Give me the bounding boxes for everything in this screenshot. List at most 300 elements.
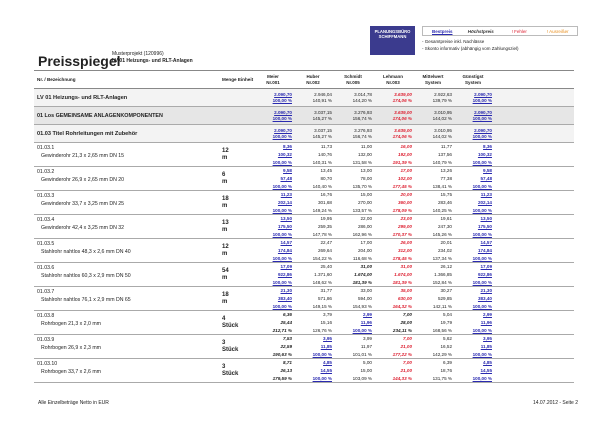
total-value: 2.090,70 [474, 128, 492, 134]
position-number: 01.03.2 [37, 169, 55, 175]
total-price: 21,00 [400, 343, 412, 349]
section-row [34, 89, 574, 107]
unit-price: 26,12 [440, 264, 452, 270]
position-text: Rohrbogen 21,3 x 2,0 mm [41, 321, 101, 327]
unit-price: 7,00 [403, 312, 412, 318]
price-cell [294, 359, 334, 382]
section-total-cell [294, 92, 334, 102]
section-total-cell [254, 128, 294, 138]
total-price: 15,16 [320, 319, 332, 325]
unit-price: 17,00 [360, 240, 372, 246]
position-number: 01.03.4 [37, 217, 55, 223]
price-cell [414, 191, 454, 214]
price-cell [374, 263, 414, 286]
percent: 170,37 % [392, 231, 412, 237]
percent: 100,00 % [472, 327, 492, 333]
total-price: 26,13 [280, 367, 292, 373]
position-text: Gewinderohr 21,3 x 2,65 mm DN 15 [41, 153, 125, 159]
percent: 181,39 % [392, 279, 412, 285]
unit-price: 13,45 [320, 168, 332, 174]
percent: 162,96 % [352, 231, 372, 237]
percent: 100,00 % [472, 159, 492, 165]
section-total-cell [414, 92, 454, 102]
header-bidder: Schmidt Nr.005 [344, 74, 362, 85]
legend-highest: Höchstpreis [467, 28, 494, 34]
total-percent: 174,06 % [392, 115, 412, 121]
percent: 177,22 % [392, 351, 412, 357]
footer-note: Alle Einzelbeträge Netto in EUR [38, 400, 109, 406]
table-row [34, 239, 574, 263]
position-desc [34, 311, 222, 334]
price-cell [414, 143, 454, 166]
total-percent: 100,00 % [272, 115, 292, 121]
unit-price: 11,23 [280, 192, 292, 198]
total-percent: 100,00 % [272, 97, 292, 103]
position-qty [222, 287, 254, 310]
section-total-cell [374, 92, 414, 102]
price-cell [454, 335, 494, 358]
qty-unit: m [222, 274, 228, 281]
price-cell [294, 311, 334, 334]
position-number: 01.03.5 [37, 241, 55, 247]
position-desc [34, 143, 222, 166]
unit-price: 26,00 [400, 240, 412, 246]
percent: 164,32 % [392, 303, 412, 309]
percent: 100,00 % [272, 303, 292, 309]
total-price: 286,00 [357, 223, 372, 229]
price-cell [454, 239, 494, 262]
header-qty: Menge Einheit [222, 77, 254, 82]
total-percent: 100,00 % [472, 97, 492, 103]
position-desc [34, 191, 222, 214]
qty-unit: Stück [222, 322, 239, 329]
percent: 179,59 % [272, 375, 292, 381]
unit-price: 21,30 [480, 288, 492, 294]
position-text: Gewinderohr 42,4 x 3,25 mm DN 32 [41, 225, 125, 231]
total-value: 3.276,93 [354, 128, 372, 134]
total-value: 2.946,04 [314, 92, 332, 98]
legend-outlier: ! Ausreißer [546, 28, 569, 34]
total-value: 3.037,15 [314, 110, 332, 116]
header-bidder: Lehmann Nr.003 [382, 74, 403, 85]
qty-value: 6 [222, 171, 226, 178]
price-cell [414, 167, 454, 190]
qty-unit: m [222, 154, 228, 161]
section-total-cell [334, 110, 374, 120]
total-price: 132,00 [357, 151, 372, 157]
position-number: 01.03.8 [37, 313, 55, 319]
unit-price: 3,95 [323, 336, 332, 342]
total-price: 1.674,00 [354, 271, 372, 277]
unit-price: 31,77 [320, 288, 332, 294]
price-cell [334, 167, 374, 190]
total-value: 2.090,70 [274, 110, 292, 116]
unit-price: 17,09 [480, 264, 492, 270]
unit-price: 25,40 [320, 264, 332, 270]
total-price: 299,00 [397, 223, 412, 229]
total-price: 1.366,85 [434, 271, 452, 277]
unit-price: 8,71 [283, 360, 292, 366]
section-total-cell [334, 128, 374, 138]
percent: 140,40 % [312, 183, 332, 189]
price-cell [454, 311, 494, 334]
total-price: 630,00 [397, 295, 412, 301]
unit-price: 3,99 [363, 336, 372, 342]
total-price: 360,00 [397, 199, 412, 205]
price-cell [374, 311, 414, 334]
qty-unit: m [222, 202, 228, 209]
price-cell [454, 167, 494, 190]
unit-price: 19,61 [440, 216, 452, 222]
percent: 140,79 % [432, 159, 452, 165]
position-qty [222, 359, 254, 382]
section-total-cell [414, 128, 454, 138]
price-cell [334, 359, 374, 382]
percent: 100,00 % [312, 375, 332, 381]
total-price: 301,68 [317, 199, 332, 205]
total-price: 202,14 [277, 199, 292, 205]
percent: 100,00 % [472, 231, 492, 237]
percent: 126,76 % [312, 327, 332, 333]
unit-price: 14,57 [480, 240, 492, 246]
qty-unit: Stück [222, 370, 239, 377]
position-number: 01.03.3 [37, 193, 55, 199]
total-price: 18,76 [440, 367, 452, 373]
position-qty [222, 215, 254, 238]
table-row [34, 359, 574, 383]
unit-price: 35,00 [400, 288, 412, 294]
total-price: 11,85 [320, 343, 332, 349]
total-price: 57,48 [480, 175, 492, 181]
percent: 234,11 % [392, 327, 412, 333]
total-value: 3.010,95 [434, 128, 452, 134]
table-row [34, 287, 574, 311]
table-row [34, 191, 574, 215]
unit-price: 11,77 [440, 144, 452, 150]
percent: 148,62 % [312, 279, 332, 285]
unit-price: 19,95 [320, 216, 332, 222]
table-row [34, 215, 574, 239]
total-price: 192,00 [397, 151, 412, 157]
percent: 154,22 % [312, 255, 332, 261]
total-price: 22,59 [280, 343, 292, 349]
unit-price: 5,04 [443, 312, 452, 318]
price-cell [374, 167, 414, 190]
price-cell [454, 215, 494, 238]
unit-price: 3,79 [323, 312, 332, 318]
unit-price: 16,00 [400, 144, 412, 150]
total-price: 202,14 [477, 199, 492, 205]
price-cell [454, 191, 494, 214]
price-cell [334, 215, 374, 238]
total-value: 3.014,78 [354, 92, 372, 98]
percent: 133,57 % [352, 207, 372, 213]
percent: 147,78 % [312, 231, 332, 237]
percent: 138,41 % [432, 183, 452, 189]
total-price: 16,52 [440, 343, 452, 349]
table-row [34, 143, 574, 167]
position-desc [34, 215, 222, 238]
position-qty [222, 143, 254, 166]
position-qty [222, 311, 254, 334]
total-value: 2.922,63 [434, 92, 452, 98]
percent: 137,34 % [432, 255, 452, 261]
total-value: 2.090,70 [274, 128, 292, 134]
price-comparison-page [28, 18, 584, 413]
percent: 100,00 % [272, 207, 292, 213]
unit-price: 31,00 [400, 264, 412, 270]
price-cell [254, 287, 294, 310]
percent: 100,00 % [312, 351, 332, 357]
total-percent: 145,27 % [312, 115, 332, 121]
total-percent: 174,06 % [392, 97, 412, 103]
percent: 100,00 % [472, 183, 492, 189]
total-percent: 144,02 % [432, 133, 452, 139]
header-desc: Nr. / Bezeichnung [37, 77, 76, 82]
qty-unit: m [222, 178, 228, 185]
total-price: 100,32 [477, 151, 492, 157]
position-qty [222, 191, 254, 214]
total-price: 102,00 [397, 175, 412, 181]
qty-unit: m [222, 298, 228, 305]
percent: 100,00 % [272, 255, 292, 261]
percent: 152,84 % [432, 279, 452, 285]
company-logo: PLANUNGSBÜRO SCHIFFMANN [370, 26, 415, 55]
unit-price: 13,50 [280, 216, 292, 222]
qty-value: 18 [222, 291, 229, 298]
percent: 149,15 % [312, 303, 332, 309]
unit-price: 7,53 [283, 336, 292, 342]
total-price: 11,96 [480, 319, 492, 325]
legend-note-2: - Skonto informativ (abhängig vom Zahlungsziel) [422, 46, 519, 51]
section-label: LV 01 Heizungs- und RLT-Anlagen [37, 94, 128, 101]
unit-price: 7,00 [403, 336, 412, 342]
price-cell [454, 143, 494, 166]
total-value: 3.010,95 [434, 110, 452, 116]
price-cell [294, 191, 334, 214]
project-lv: LV 01 Heizungs- und RLT-Anlagen [112, 58, 193, 64]
unit-price: 20,00 [400, 192, 412, 198]
total-price: 175,50 [477, 223, 492, 229]
legend-note-1: - Gesamtpreise inkl. Nachlässe [422, 39, 485, 44]
position-text: Gewinderohr 33,7 x 3,25 mm DN 25 [41, 201, 125, 207]
page-footer [38, 400, 578, 406]
position-desc [34, 167, 222, 190]
unit-price: 33,00 [360, 288, 372, 294]
unit-price: 8,36 [483, 144, 492, 150]
total-price: 922,86 [277, 271, 292, 277]
position-number: 01.03.7 [37, 289, 55, 295]
total-percent: 139,79 % [432, 97, 452, 103]
percent: 142,29 % [432, 351, 452, 357]
legend-error: ! Fehler [511, 28, 527, 34]
total-price: 100,32 [277, 151, 292, 157]
table-row [34, 263, 574, 287]
price-cell [254, 143, 294, 166]
price-cell [414, 335, 454, 358]
table-header [34, 70, 574, 89]
project-name: Musterprojekt (120996) [112, 51, 164, 57]
percent: 100,00 % [472, 303, 492, 309]
percent: 142,11 % [432, 303, 452, 309]
price-cell [294, 215, 334, 238]
qty-value: 18 [222, 195, 229, 202]
qty-value: 54 [222, 267, 229, 274]
price-cell [414, 263, 454, 286]
total-value: 2.090,70 [474, 110, 492, 116]
percent: 190,63 % [272, 351, 292, 357]
unit-price: 31,00 [360, 264, 372, 270]
section-total-cell [374, 110, 414, 120]
position-rows [34, 143, 574, 383]
footer-page: 14.07.2012 - Seite 2 [532, 400, 578, 406]
price-cell [334, 239, 374, 262]
price-cell [254, 335, 294, 358]
percent: 168,56 % [432, 327, 452, 333]
total-price: 571,86 [317, 295, 332, 301]
qty-unit: m [222, 250, 228, 257]
total-value: 3.639,00 [394, 128, 412, 134]
total-price: 594,00 [357, 295, 372, 301]
percent: 140,25 % [432, 207, 452, 213]
price-cell [414, 287, 454, 310]
total-price: 1.674,00 [394, 271, 412, 277]
qty-value: 12 [222, 243, 229, 250]
total-value: 3.639,00 [394, 92, 412, 98]
total-price: 174,84 [277, 247, 292, 253]
unit-price: 20,01 [440, 240, 452, 246]
position-desc [34, 263, 222, 286]
price-cell [374, 239, 414, 262]
unit-price: 2,99 [363, 312, 372, 318]
table-row [34, 167, 574, 191]
price-cell [374, 287, 414, 310]
section-label: 01.03 Titel Rohrleitungen mit Zubehör [37, 130, 138, 137]
total-price: 11,96 [360, 319, 372, 325]
unit-price: 4,85 [323, 360, 332, 366]
price-cell [294, 263, 334, 286]
qty-unit: m [222, 226, 228, 233]
total-percent: 174,06 % [392, 133, 412, 139]
percent: 100,00 % [272, 279, 292, 285]
total-price: 21,00 [400, 367, 412, 373]
unit-price: 16,76 [320, 192, 332, 198]
section-label: 01 Los GEMEINSAME ANLAGENKOMPONENTEN [37, 112, 163, 119]
price-cell [374, 335, 414, 358]
price-cell [294, 167, 334, 190]
page-title: Preisspiegel [38, 53, 121, 69]
total-price: 77,38 [440, 175, 452, 181]
total-price: 14,55 [320, 367, 332, 373]
percent: 103,09 % [352, 375, 372, 381]
table-row [34, 335, 574, 359]
unit-price: 14,57 [280, 240, 292, 246]
unit-price: 9,58 [283, 168, 292, 174]
price-cell [254, 311, 294, 334]
section-total-cell [454, 92, 494, 102]
percent: 100,00 % [272, 159, 292, 165]
price-cell [294, 287, 334, 310]
unit-price: 6,39 [443, 360, 452, 366]
unit-price: 6,36 [283, 312, 292, 318]
total-percent: 144,20 % [352, 97, 372, 103]
total-price: 19,79 [440, 319, 452, 325]
qty-value: 13 [222, 219, 229, 226]
price-cell [414, 239, 454, 262]
total-percent: 156,74 % [352, 115, 372, 121]
legend-key [422, 26, 578, 36]
unit-price: 4,85 [483, 360, 492, 366]
percent: 140,31 % [312, 159, 332, 165]
total-price: 204,00 [357, 247, 372, 253]
unit-price: 13,50 [480, 216, 492, 222]
position-qty [222, 263, 254, 286]
total-price: 922,86 [477, 271, 492, 277]
percent: 178,09 % [392, 207, 412, 213]
total-value: 2.090,70 [474, 92, 492, 98]
legend [422, 26, 578, 52]
total-price: 140,76 [317, 151, 332, 157]
price-cell [374, 359, 414, 382]
percent: 100,00 % [472, 279, 492, 285]
percent: 181,39 % [352, 279, 372, 285]
price-cell [334, 335, 374, 358]
unit-price: 17,09 [280, 264, 292, 270]
position-text: Gewinderohr 26,9 x 2,65 mm DN 20 [41, 177, 125, 183]
unit-price: 22,00 [360, 216, 372, 222]
qty-value: 4 [222, 315, 226, 322]
position-text: Rohrbogen 26,9 x 2,3 mm [41, 345, 101, 351]
comparison-table [34, 70, 574, 383]
total-price: 28,00 [400, 319, 412, 325]
total-price: 14,55 [480, 367, 492, 373]
project-info [112, 51, 193, 65]
position-number: 01.03.1 [37, 145, 55, 151]
percent: 178,45 % [392, 255, 412, 261]
position-desc [34, 335, 222, 358]
position-text: Stahlrohr nahtlos 60,3 x 2,9 mm DN 50 [41, 273, 131, 279]
percent: 191,39 % [392, 159, 412, 165]
section-total-cell [454, 110, 494, 120]
header-bidder: Mittelwert System [422, 74, 444, 85]
position-number: 01.03.9 [37, 337, 55, 343]
total-price: 80,70 [320, 175, 332, 181]
unit-price: 9,58 [483, 168, 492, 174]
price-cell [254, 191, 294, 214]
unit-price: 15,75 [440, 192, 452, 198]
unit-price: 30,27 [440, 288, 452, 294]
percent: 100,00 % [352, 327, 372, 333]
total-percent: 140,91 % [312, 97, 332, 103]
price-cell [334, 143, 374, 166]
percent: 101,01 % [352, 351, 372, 357]
unit-price: 5,00 [363, 360, 372, 366]
header-bidder: Günstigst System [462, 74, 484, 85]
header-bidder: Meier Nr.001 [266, 74, 280, 85]
price-cell [254, 263, 294, 286]
total-price: 57,48 [280, 175, 292, 181]
section-total-cell [254, 92, 294, 102]
price-cell [414, 215, 454, 238]
qty-value: 3 [222, 339, 226, 346]
position-qty [222, 335, 254, 358]
qty-value: 12 [222, 147, 229, 154]
total-percent: 145,27 % [312, 133, 332, 139]
price-cell [414, 359, 454, 382]
section-total-cell [294, 110, 334, 120]
percent: 145,26 % [432, 231, 452, 237]
position-desc [34, 359, 222, 382]
